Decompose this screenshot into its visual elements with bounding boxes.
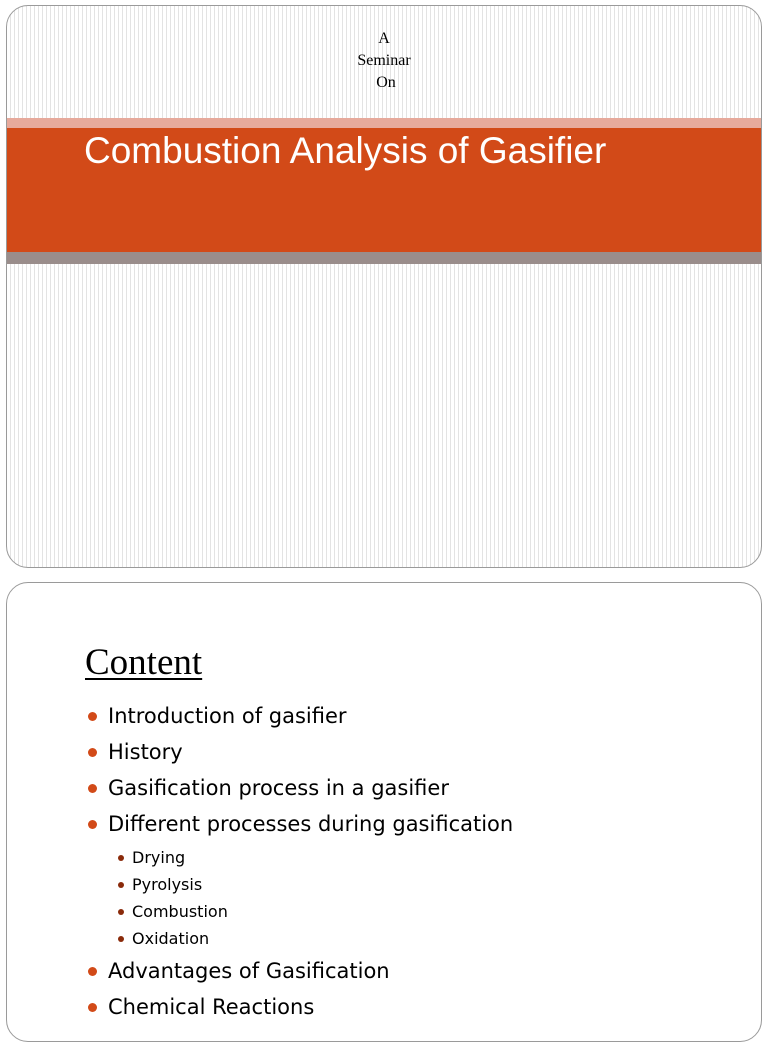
intro-line: Seminar [357, 52, 411, 69]
slide-title: Combustion Analysis of Gasifier [84, 130, 607, 171]
list-item: Chemical Reactions [87, 989, 390, 1025]
list-item: Different processes during gasification [87, 806, 513, 842]
intro-line: A [378, 30, 390, 47]
intro-line: On [372, 74, 396, 91]
content-list-continued [87, 953, 390, 1025]
list-item: History [87, 734, 513, 770]
sub-list-item: Oxidation [117, 925, 228, 952]
title-band-bottom-stripe [7, 252, 761, 264]
intro-text [7, 28, 761, 94]
content-heading: Content [85, 642, 203, 683]
list-item: Gasification process in a gasifier [87, 770, 513, 806]
sub-list-item: Pyrolysis [117, 871, 228, 898]
content-list [87, 698, 513, 842]
title-slide [6, 5, 762, 568]
sub-list [117, 844, 228, 952]
sub-list-item: Drying [117, 844, 228, 871]
sub-list-item: Combustion [117, 898, 228, 925]
title-band-top-stripe [7, 118, 761, 128]
content-slide [6, 582, 762, 1042]
list-item: Introduction of gasifier [87, 698, 513, 734]
list-item: Advantages of Gasification [87, 953, 390, 989]
